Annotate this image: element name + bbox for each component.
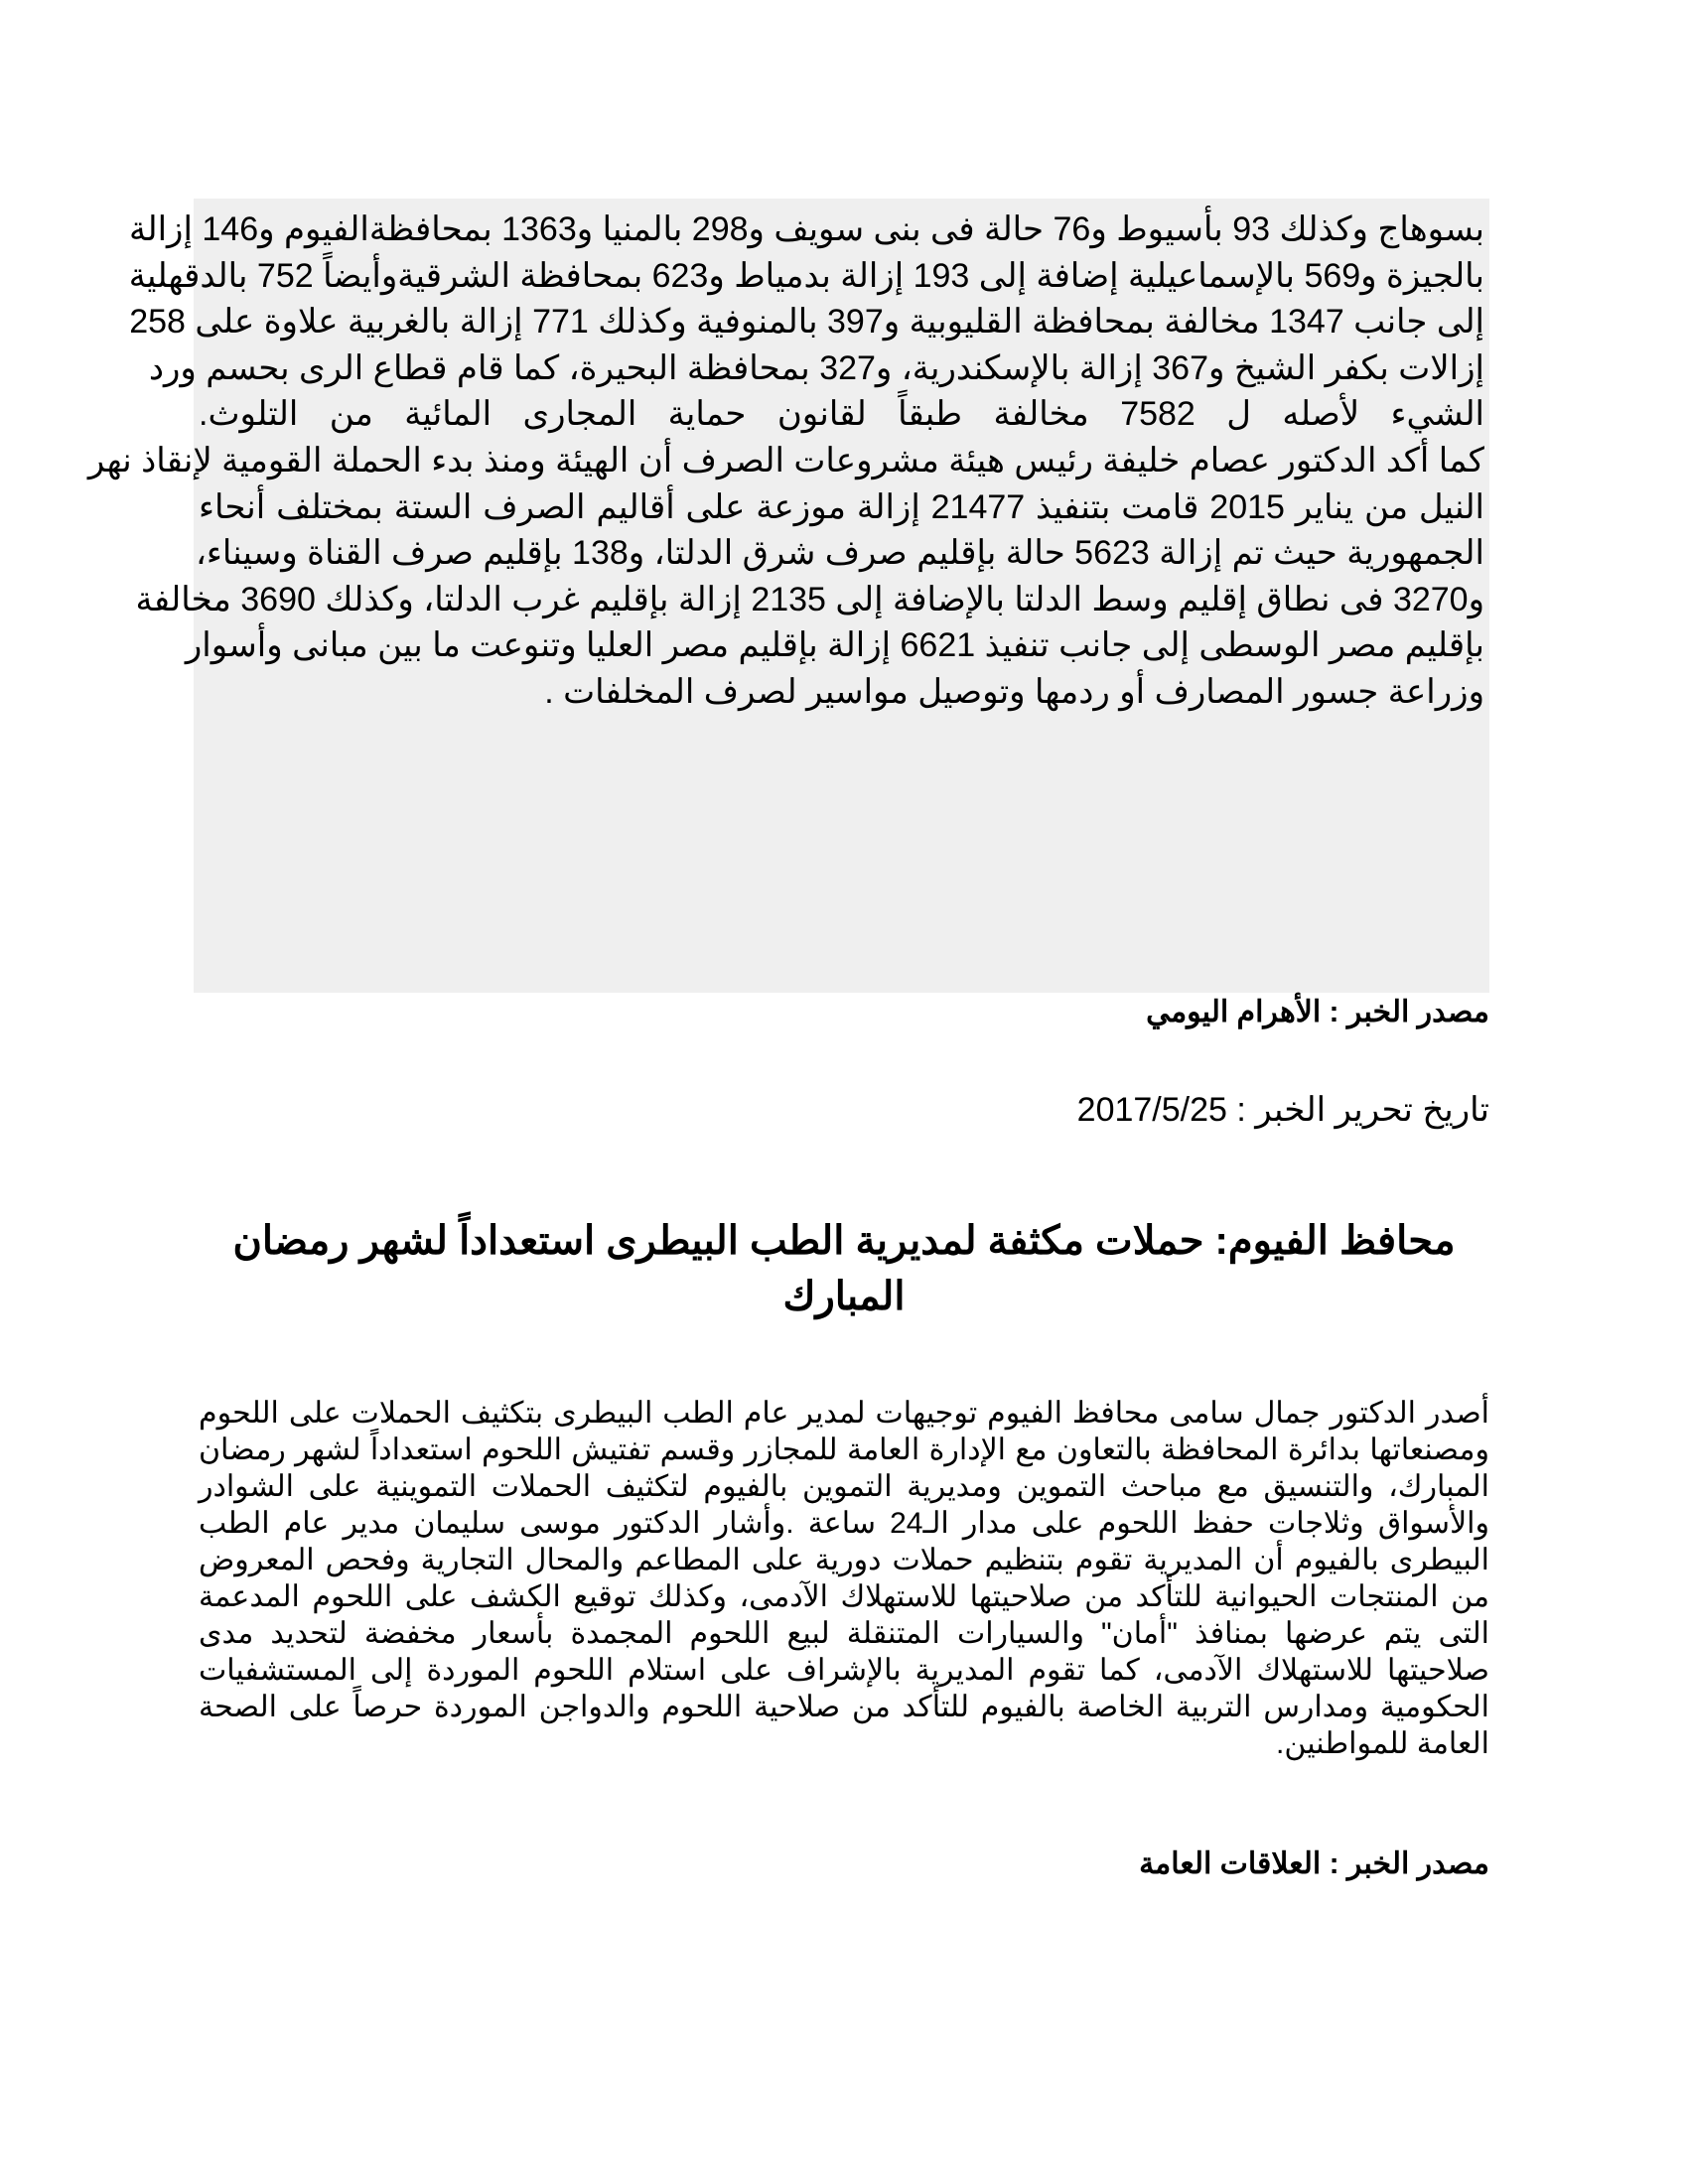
article2-line: أصدر الدكتور جمال سامى محافظ الفيوم توجيهات لمدير عام الطب البيطرى بتكثيف الحملات على اللحوم — [199, 1397, 1489, 1430]
article2-source: مصدر الخبر : العلاقات العامة — [1139, 1847, 1489, 1880]
article2-body — [199, 1395, 1489, 1762]
article1-line: الشيء لأصله ل 7582 مخالفة طبقاً لقانون حماية المجارى المائية من التلوث. — [199, 395, 1484, 434]
article1-line: إلى جانب 1347 مخالفة بمحافظة القليوبية و397 بالمنوفية وكذلك 771 إزالة بالغربية علاوة على 258 — [129, 303, 1484, 341]
article2-line: العامة للمواطنين. — [1276, 1727, 1489, 1760]
article1-line: الجمهورية حيث تم إزالة 5623 حالة بإقليم صرف شرق الدلتا، و138 بإقليم صرف القناة وسيناء، — [195, 534, 1484, 573]
article2-line: التى يتم عرضها بمنافذ "أمان" والسيارات المتنقلة لبيع اللحوم المجمدة بأسعار مخفضة لتحديد مدى — [199, 1617, 1489, 1650]
article2-headline: محافظ الفيوم: حملات مكثفة لمديرية الطب البيطرى استعداداً لشهر رمضان المبارك — [232, 1219, 1456, 1318]
article1-line: بسوهاج وكذلك 93 بأسيوط و76 حالة فى بنى سويف و298 بالمنيا و1363 بمحافظةالفيوم و146 إزالة — [129, 210, 1484, 248]
article1-date: تاريخ تحرير الخبر : 2017/5/25 — [1076, 1091, 1489, 1129]
article1-line: بإقليم مصر الوسطى إلى جانب تنفيذ 6621 إزالة بإقليم مصر العليا وتنوعت ما بين مبانى وأسوار — [185, 626, 1484, 665]
article1-line: بالجيزة و569 بالإسماعيلية إضافة إلى 193 إزالة بدمياط و623 بمحافظة الشرقيةوأيضاً 752 بالدقهلية — [128, 256, 1484, 295]
article1-body — [87, 206, 1485, 716]
article1-line: و3270 فى نطاق إقليم وسط الدلتا بالإضافة إلى 2135 إزالة بإقليم غرب الدلتا، وكذلك 3690 مخالفة — [135, 580, 1484, 618]
article1-source: مصدر الخبر : الأهرام اليومي — [1146, 996, 1489, 1028]
article2-line: البيطرى بالفيوم أن المديرية تقوم بتنظيم حملات دورية على المطاعم والمحال التجارية وفحص المعروض — [199, 1544, 1489, 1576]
article2-line: المبارك، والتنسيق مع مباحث التموين ومديرية التموين بالفيوم لتكثيف الحملات التموينية على الشوادر — [199, 1470, 1489, 1503]
article1-line: وزراعة جسور المصارف أو ردمها وتوصيل مواسير لصرف المخلفات . — [544, 672, 1484, 711]
article2-line: والأسواق وثلاجات حفظ اللحوم على مدار الـ24 ساعة .وأشار الدكتور موسى سليمان مدير عام الطب — [199, 1507, 1489, 1540]
article1-line: النيل من يناير 2015 قامت بتنفيذ 21477 إزالة موزعة على أقاليم الصرف الستة بمختلف أنحاء — [199, 487, 1485, 526]
article2-line: صلاحيتها للاستهلاك الآدمى، كما تقوم المديرية بالإشراف على استلام اللحوم الموردة إلى المستشفيات — [199, 1654, 1489, 1687]
article2-line: من المنتجات الحيوانية للتأكد من صلاحيتها للاستهلاك الآدمى، وكذلك توقيع الكشف على اللحوم المدعمة — [199, 1580, 1489, 1613]
article2-line: الحكومية ومدارس التربية الخاصة بالفيوم للتأكد من صلاحية اللحوم والدواجن الموردة حرصاً على الصحة — [199, 1691, 1489, 1723]
article2-line: ومصنعاتها بدائرة المحافظة بالتعاون مع الإدارة العامة للمجازر وقسم تفتيش اللحوم استعداداً لشهر رمضان — [199, 1433, 1489, 1466]
article1-line: كما أكد الدكتور عصام خليفة رئيس هيئة مشروعات الصرف أن الهيئة ومنذ بدء الحملة القومية لإنقاذ نهر — [87, 441, 1484, 479]
article1-line: إزالات بكفر الشيخ و367 إزالة بالإسكندرية، و327 بمحافظة البحيرة، كما قام قطاع الرى بحسم ورد — [148, 348, 1484, 387]
